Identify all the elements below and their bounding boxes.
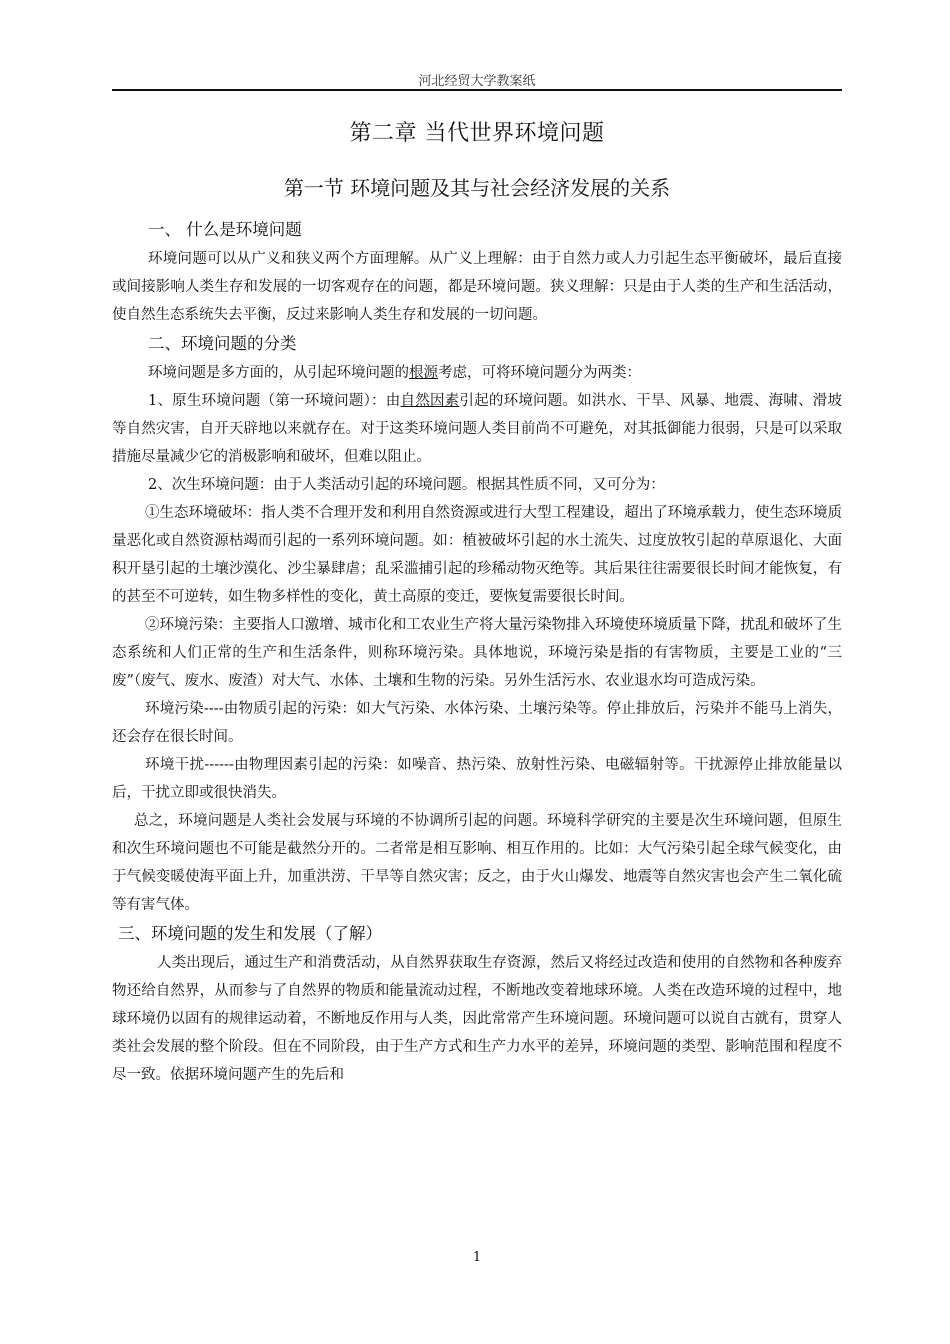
paragraph-definition: 环境问题可以从广义和狭义两个方面理解。从广义上理解：由于自然力或人力引起生态平衡破坏，最后直接或间接影响人类生存和发展的一切客观存在的问题，都是环境问题。狭义理解：只是由于人类的生产和生活活动，使自然生态系统失去平衡，反过来影响人类生存和发展的一切问题。 [112,251,842,323]
text-segment: 引起的环境问题。如洪水、干旱、风暴、地震、海啸、滑坡等自然灾害，自开天辟地以来就存在。对于这类环境问题人类目前尚不可避免，对其抵御能力很弱，只是可以采取措施尽量减少它的消极影响和破坏，但难以阻止。 [112,393,843,465]
header-divider [112,89,842,91]
section-title: 第一节 环境问题及其与社会经济发展的关系 [283,176,671,200]
page-header: 河北经贸大学教案纸 [418,74,536,89]
paragraph-development: 人类出现后，通过生产和消费活动，从自然界获取生存资源，然后又将经过改造和使用的自然物和各种废弃物还给自然界，从而参与了自然界的物质和能量流动过程，不断地改变着地球环境。人类在改造环境的过程中，地球环境仍以固有的规律运动着，不断地反作用与人类，因此常常产生环境问题。环境问题可以说自古就有，贯穿人类社会发展的整个阶段。但在不同阶段，由于生产方式和生产力水平的差异，环境问题的类型、影响范围和程度不尽一致。依据环境问题产生的先后和 [112,955,842,1083]
paragraph-interference-definition: 环境干扰------由物理因素引起的污染：如噪音、热污染、放射性污染、电磁辐射等。干扰源停止排放能量以后，干扰立即或很快消失。 [112,757,842,801]
chapter-title: 第二章 当代世界环境问题 [349,121,605,146]
page-number: 1 [472,1250,482,1265]
paragraph-ecological-damage: ①生态环境破坏：指人类不合理开发和利用自然资源或进行大型工程建设，超出了环境承载力，使生态环境质量恶化或自然资源枯竭而引起的一系列环境问题。如：植被破坏引起的水土流失、过度放牧引起的草原退化、大面积开垦引起的土壤沙漠化、沙尘暴肆虐；乱采滥捕引起的珍稀动物灭绝等。其后果往往需要很长时间才能恢复，有的甚至不可逆转，如生物多样性的变化，黄土高原的变迁，要恢复需要很长时间。 [112,505,842,605]
paragraph-classification-intro [112,359,842,387]
paragraph-environmental-pollution: ②环境污染：主要指人口激增、城市化和工农业生产将大量污染物排入环境使环境质量下降，扰乱和破坏了生态系统和人们正常的生产和生活条件，则称环境污染。具体地说，环境污染是指的有害物质，主要是工业的“三废”（废气、废水、废渣）对大气、水体、土壤和生物的污染。另外生活污水、农业退水均可造成污染。 [112,617,842,689]
heading-what-is-environmental-problem: 一、 什么是环境问题 [148,220,302,239]
heading-development: 三、环境问题的发生和发展（了解） [118,924,382,943]
underlined-term-root-cause: 根源 [409,365,438,381]
document-body [112,215,842,1089]
paragraph-pollution-definition: 环境污染----由物质引起的污染：如大气污染、水体污染、土壤污染等。停止排放后，污染并不能马上消失，还会存在很长时间。 [112,701,842,745]
paragraph-secondary-problems: 2、次生环境问题：由于人类活动引起的环境问题。根据其性质不同，又可分为： [148,477,665,493]
underlined-term-natural-factors: 自然因素 [400,393,460,409]
heading-classification: 二、环境问题的分类 [148,334,297,353]
paragraph-primary-problems [112,387,842,471]
text-segment: 1、原生环境问题（第一环境问题）：由 [148,393,401,409]
paragraph-summary: 总之，环境问题是人类社会发展与环境的不协调所引起的问题。环境科学研究的主要是次生环境问题，但原生和次生环境问题也不可能是截然分开的。二者常是相互影响、相互作用的。比如：大气污染引起全球气候变化，由于气候变暖使海平面上升，加重洪涝、干旱等自然灾害；反之，由于火山爆发、地震等自然灾害也会产生二氧化硫等有害气体。 [112,813,842,913]
text-segment: 考虑，可将环境问题分为两类： [438,365,641,381]
text-segment: 环境问题是多方面的，从引起环境问题的 [148,365,409,381]
